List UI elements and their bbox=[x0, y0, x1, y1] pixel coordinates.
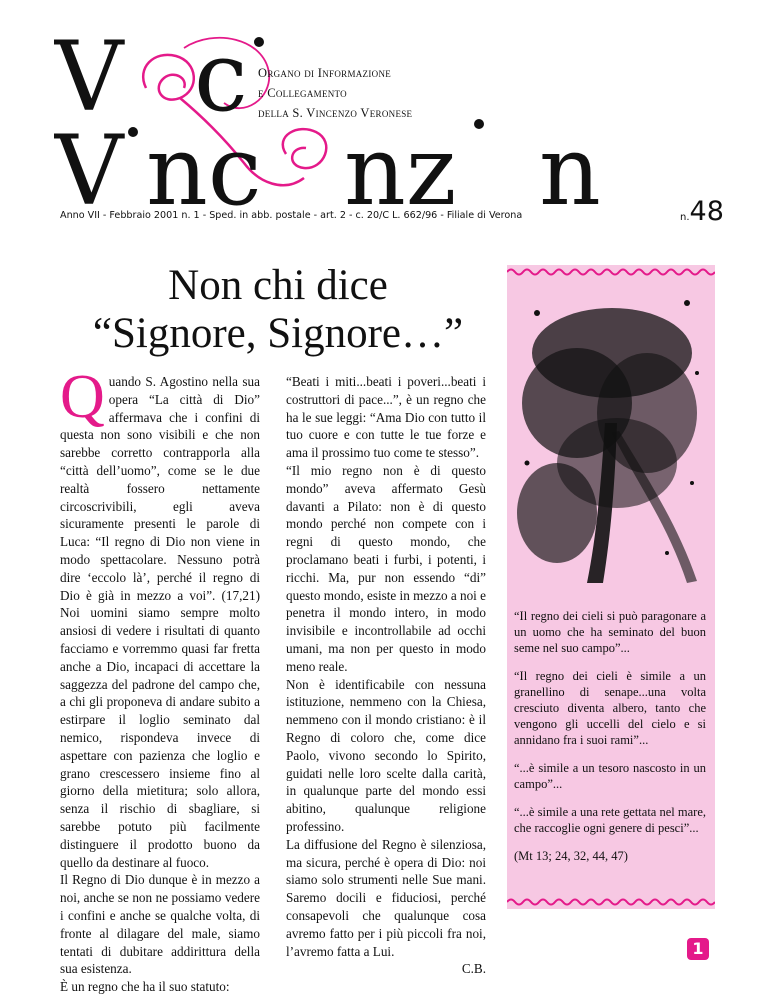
page-title bbox=[60, 262, 496, 358]
drop-cap: Q bbox=[60, 363, 105, 431]
article-paragraph-6: Non è identificabile con nessuna istituzione, nemmeno con la Chiesa, nemmeno con il mondo cristiano: è il Regno di coloro che, come dice Paolo, vivono secondo lo Spirito, guidati nelle loro scelte dalla carità, in qualunque parte del mondo essi abitino, qualunque religione professino. bbox=[286, 676, 486, 834]
masthead-letter-v1: V bbox=[54, 28, 124, 133]
article-paragraph-1: uando S. Agostino nella sua opera “La città di Dio” affermava che i confini di questa non sono visibili e che non sarebbe corretto contrapporla alla “città dell’uomo”, come se le due realtà fossero nettamente circoscrivibili, egli aveva sicuramente presenti le parole di Luca: “Il regno di Dio non viene in modo spettacolare. Nessuno potrà dire ‘eccolo là’, perché il regno di Dio è già in mezzo a voi”. (17,21) Noi uomini siamo sempre molto ansiosi di vedere i risultati di quanto facciamo e vorremmo quasi far fretta anche a Dio, incapaci di accettare la saggezza del padrone del campo che, a chi gli proponeva di andare subito a estirpare il loglio seminato dal nemico, rispondeva invece di aspettare con pazienza che loglio e grano crescessero insieme fino al giorno della mietitura; solo allora, senza il rischio di sbagliare, si sarebbe potuto più facilmente distinguere il prodotto buono da quello da destinare al fuoco. bbox=[60, 374, 260, 870]
article-column-2 bbox=[286, 373, 486, 978]
masthead-artwork bbox=[54, 28, 674, 218]
dot-2 bbox=[128, 127, 138, 137]
article-column-1 bbox=[60, 363, 260, 996]
masthead-logo bbox=[54, 28, 674, 218]
tagline-line-3: della S. Vincenzo Veronese bbox=[258, 106, 413, 120]
tagline bbox=[258, 63, 412, 123]
issue-number-prefix: n. bbox=[680, 212, 690, 223]
headline-line-2: “Signore, Signore…” bbox=[92, 310, 464, 357]
sidebar-quotes bbox=[514, 608, 706, 876]
article-paragraph-3: È un regno che ha il suo statuto: bbox=[60, 979, 230, 995]
page-number: 1 bbox=[687, 938, 709, 960]
tree-illustration bbox=[517, 283, 707, 593]
dot-1 bbox=[254, 37, 264, 47]
masthead-letters-nc: nc bbox=[146, 115, 262, 218]
tagline-line-2: e Collegamento bbox=[258, 86, 347, 100]
sidebar-quote-3: “...è simile a un tesoro nascosto in un campo”... bbox=[514, 761, 706, 791]
masthead-line-2 bbox=[0, 0, 4, 1]
sidebar-quote-1: “Il regno dei cieli si può paragonare a un uomo che ha seminato del buon seme nel suo campo”... bbox=[514, 609, 706, 655]
swirl-o1 bbox=[143, 55, 194, 100]
article-paragraph-2: Il Regno di Dio dunque è in mezzo a noi, anche se non ne possiamo vedere i confini e anche se qualche volta, di fronte al dilagare del male, siamo tentati di dubitare addirittura della sua esistenza. bbox=[60, 872, 260, 977]
dot-3 bbox=[474, 119, 484, 129]
sidebar-quote-2: “Il regno dei cieli è simile a un granellino di senape...una volta cresciuto diventa albero, tanto che vengono gli uccelli del cielo e si annidano fra i suoi rami”... bbox=[514, 669, 706, 747]
wave-bottom bbox=[507, 897, 715, 907]
issue-number bbox=[680, 196, 724, 227]
article-paragraph-5: “Il mio regno non è di questo mondo” aveva affermato Gesù davanti a Pilato: non è di questo mondo perché non compete con i regni di questo mondo, che proclamano beati i furbi, i potenti, i ricchi. Ma, pur non essendo “di” questo mondo, esiste in mezzo a noi e penetra il mondo intero, in modo invisibile e incontrollabile ad occhi umani, ma non per questo in modo meno reale. bbox=[286, 462, 486, 674]
masthead-letters-nz: nz bbox=[344, 115, 457, 218]
article-paragraph-4: “Beati i miti...beati i poveri...beati i costruttori di pace...”, è un regno che ha le sue leggi: “Ama Dio con tutto il tuo cuore e con tutte le tue forze e ama il prossimo tuo come te stesso”. bbox=[286, 374, 486, 461]
article-signature: C.B. bbox=[461, 961, 486, 977]
masthead-letter-v2: V bbox=[54, 115, 124, 218]
sidebar-quote-4: “...è simile a una rete gettata nel mare, che raccoglie ogni genere di pesci”... bbox=[514, 805, 706, 835]
swirl-o2 bbox=[283, 129, 327, 168]
tagline-line-1: Organo di Informazione bbox=[258, 66, 392, 80]
sidebar-citation: (Mt 13; 24, 32, 44, 47) bbox=[514, 849, 628, 863]
article-paragraph-7: La diffusione del Regno è silenziosa, ma sicura, perché è opera di Dio: noi siamo solo strumenti nelle Sue mani. Saremo docili e fiduciosi, perché consapevoli che qualunque cosa avremo fatto per i più piccoli fra noi, l’avremo fatta a Lui. bbox=[286, 836, 486, 959]
issue-number-value: 48 bbox=[689, 196, 724, 227]
masthead-letter-n: n bbox=[539, 115, 601, 218]
headline-line-1: Non chi dice bbox=[168, 262, 388, 309]
wave-top bbox=[507, 267, 715, 277]
masthead-letter-c: c bbox=[194, 28, 248, 133]
issue-info: Anno VII - Febbraio 2001 n. 1 - Sped. in abb. postale - art. 2 - c. 20/C L. 662/96 - Filiale di Verona bbox=[60, 210, 523, 221]
